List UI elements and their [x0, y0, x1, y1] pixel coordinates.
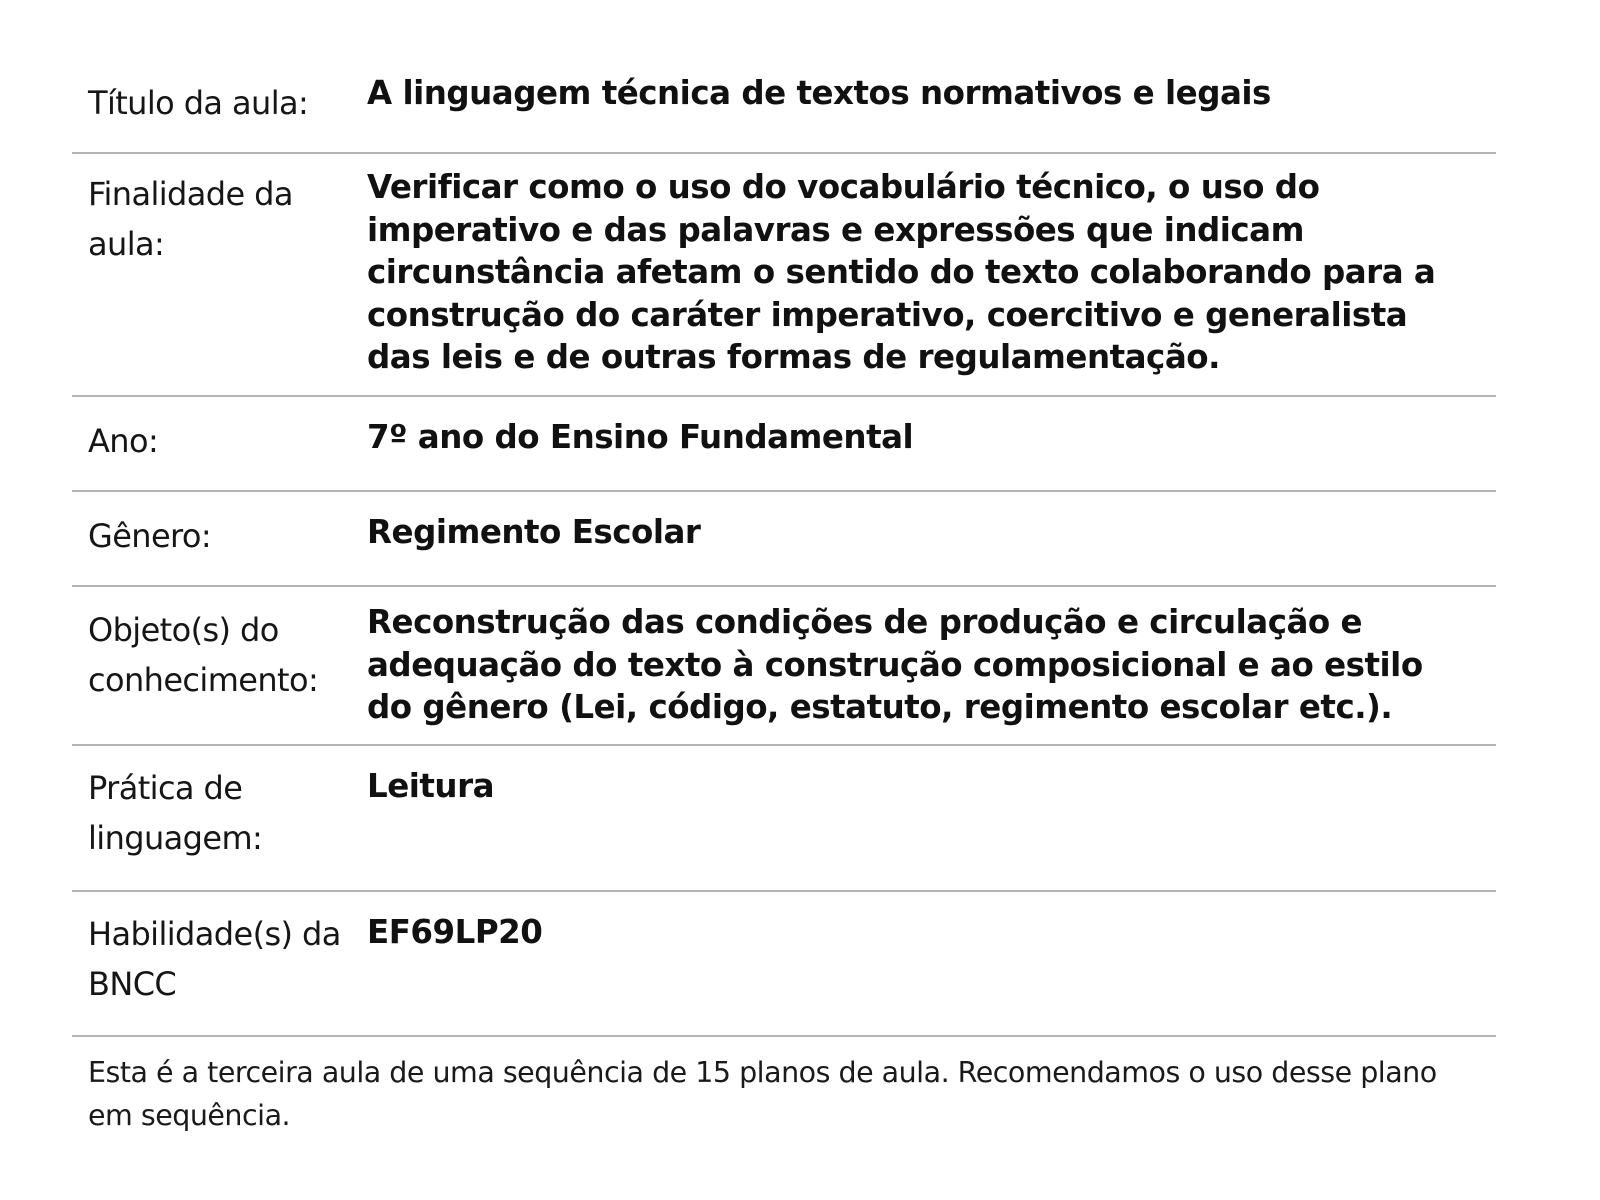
row-value: Verificar como o uso do vocabulário técnico, o uso do imperativo e das palavras e expressões que indicam circunstância afetam o sentido do texto colaborando para a construção do caráter imperativo, coercitivo e generalista das leis e de outras formas de regulamentação. — [367, 168, 1436, 376]
row-label: Ano: — [88, 422, 159, 460]
row-label: Finalidade da aula: — [88, 175, 293, 263]
row-ano — [72, 397, 1496, 492]
row-label: Prática de linguagem: — [88, 769, 263, 857]
row-value: EF69LP20 — [367, 913, 543, 951]
row-objeto-do-conhecimento — [72, 587, 1496, 746]
row-value: 7º ano do Ensino Fundamental — [367, 418, 914, 456]
row-titulo-da-aula — [72, 58, 1496, 154]
row-finalidade-da-aula — [72, 154, 1496, 397]
row-genero — [72, 492, 1496, 587]
row-habilidade-bncc — [72, 892, 1496, 1037]
sequence-note: Esta é a terceira aula de uma sequência de 15 planos de aula. Recomendamos o uso desse plano em sequência. — [88, 1056, 1437, 1132]
row-value: Reconstrução das condições de produção e circulação e adequação do texto à construção composicional e ao estilo do gênero (Lei, código, estatuto, regimento escolar etc.). — [367, 603, 1423, 726]
row-label: Título da aula: — [88, 84, 309, 122]
row-pratica-de-linguagem — [72, 746, 1496, 892]
row-label: Objeto(s) do conhecimento: — [88, 611, 319, 699]
row-label: Habilidade(s) da BNCC — [88, 915, 341, 1003]
row-value: Leitura — [367, 767, 495, 805]
row-value: Regimento Escolar — [367, 513, 701, 551]
row-value: A linguagem técnica de textos normativos e legais — [367, 74, 1271, 112]
row-label: Gênero: — [88, 517, 212, 555]
lesson-plan-table — [72, 58, 1496, 1137]
